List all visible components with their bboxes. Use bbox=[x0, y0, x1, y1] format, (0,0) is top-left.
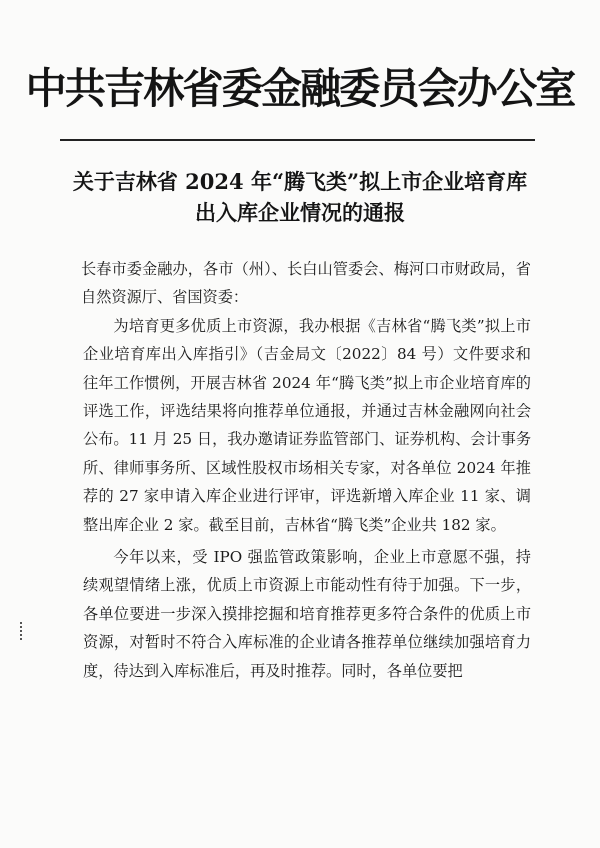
paragraph-2: 今年以来，受 IPO 强监管政策影响，企业上市意愿不强，持续观望情绪上涨，优质上市资源上市能动性有待于加强。下一步，各单位要进一步深入摸排挖掘和培育推荐更多符合条件的优质上市资源，对暂时不符合入库标准的企业请各推荐单位继续加强培育力度，待达到入库标准后，再及时推荐。同时，各单位要把 bbox=[83, 548, 531, 680]
binding-margin-mark bbox=[20, 622, 24, 640]
header-divider bbox=[60, 139, 535, 141]
addressee: 长春市委金融办，各市（州）、长白山管委会、梅河口市财政局，省自然资源厅、省国资委： bbox=[81, 260, 531, 307]
paragraph-1: 为培育更多优质上市资源，我办根据《吉林省“腾飞类”拟上市企业培育库出入库指引》（吉金局文〔2022〕84 号）文件要求和往年工作惯例，开展吉林省 2024 年“腾飞类”拟上市企业培育库的评选工作，评选结果将向推荐单位通报，并通过吉林金融网向社会公布。11 月 25 日，我办邀请证券监管部门、证券机构、会计事务所、律师事务所、区域性股权市场相关专家，对各单位 2024 年推荐的 27 家申请入库企业进行评审，评选新增入库企业 11 家、调整出库企业 2 家。截至目前，吉林省“腾飞类”企业共 182 家。 bbox=[83, 316, 532, 534]
issuer-masthead: 中共吉林省委金融委员会办公室 bbox=[25, 64, 575, 113]
document-title bbox=[0, 166, 600, 228]
document-body bbox=[83, 255, 531, 685]
title-line-2: 出入库企业情况的通报 bbox=[195, 200, 405, 225]
title-line-1: 关于吉林省 2024 年“腾飞类”拟上市企业培育库 bbox=[72, 169, 528, 194]
